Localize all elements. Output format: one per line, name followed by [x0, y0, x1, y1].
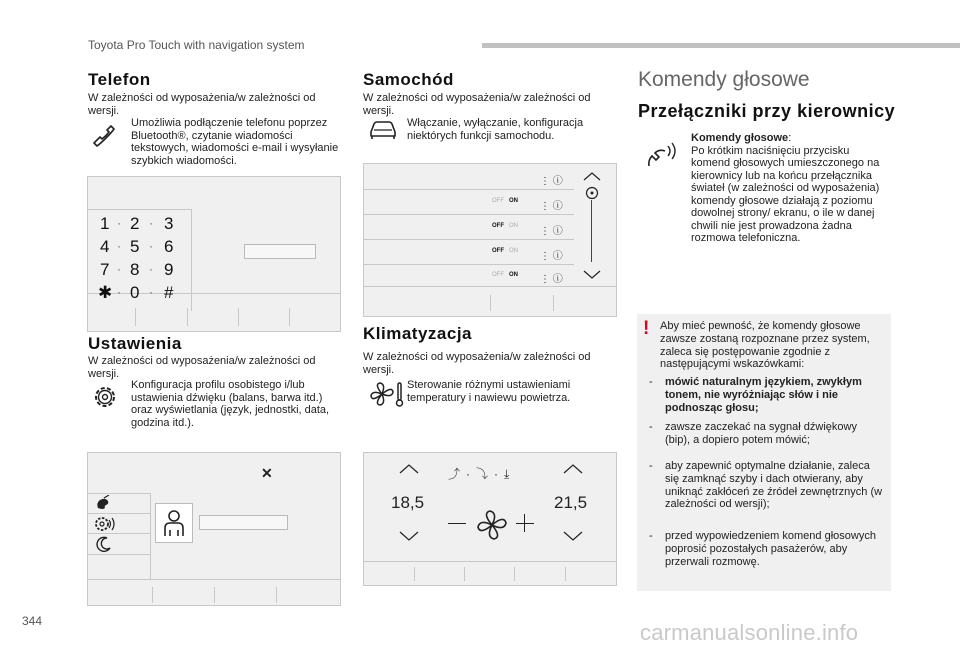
info-row-icon: ⋮ ⓘ: [540, 176, 563, 187]
keypad-key-7: 7: [100, 260, 110, 279]
warning-tip-3: - aby zapewnić optymalne działanie, zaleca się zamknąć szyby i dach otwierany, aby uniknąć zakłóceń ze źródeł zewnętrznych (w zależności od wersji);: [649, 460, 883, 511]
ustawienia-intro: W zależności od wyposażenia/w zależności od wersji.: [88, 355, 316, 380]
voice-command-icon: [646, 142, 680, 175]
climate-screen-illustration: [363, 452, 617, 586]
settings-gear-icon: [90, 382, 120, 417]
warning-tip-2: - zawsze zaczekać na sygnał dźwiękowy (bip), a dopiero potem mówić;: [649, 421, 889, 434]
komendy-label: Komendy głosowe: [691, 132, 789, 144]
telefon-title: Telefon: [88, 70, 151, 89]
komendy-desc: Po krótkim naciśnięciu przycisku komend głosowych umieszczonego na kierownicy lub na końcu przełącznika świateł (w zależności od wyposażenia) komendy głosowe działają z poziomu dowolnej strony/ ekranu, o ile w danej chwili nie jest prowadzona żadna rozmowa telefoniczna.: [691, 144, 880, 244]
keypad-key-6: 6: [164, 237, 174, 256]
watermark: carmanualsonline.info: [640, 620, 859, 645]
header-bar: [482, 43, 960, 48]
car-icon: [368, 118, 398, 145]
fan-speed-icon: [476, 509, 508, 546]
warning-tip-text: przed wypowiedzeniem komend głosowych poprosić pozostałych pasażerów, aby przerwali rozmowę.: [665, 530, 876, 568]
info-row-icon: ⋮ ⓘ: [540, 274, 563, 285]
close-x-icon: ✕: [261, 465, 273, 481]
profile-name-field: [199, 515, 288, 530]
info-row-icon: ⋮ ⓘ: [540, 226, 563, 237]
phone-screen-illustration: 1 · 2 · 3 4 · 5 · 6 7 · 8 · 9 ✱ · 0 · #: [87, 176, 341, 332]
right-temp-up-icon: [562, 461, 584, 479]
right-temperature: 21,5: [554, 493, 588, 512]
page-number: 344: [22, 614, 43, 628]
warning-intro: Aby mieć pewność, że komendy głosowe zawsze zostaną rozpoznane przez system, zaleca się postępowanie zgodnie z następującymi wskazówkami:: [660, 320, 870, 371]
warning-exclamation-icon: !: [643, 318, 650, 339]
moon-icon: [96, 536, 112, 557]
samochod-title: Samochód: [363, 70, 454, 89]
klimatyzacja-intro: W zależności od wyposażenia/w zależności od wersji.: [363, 351, 591, 376]
warning-box: [637, 314, 891, 591]
keypad-key-1: 1: [100, 214, 110, 233]
keypad-key-2: 2: [130, 214, 140, 233]
right-temp-down-icon: [562, 529, 584, 547]
ustawienia-desc: Konfiguracja profilu osobistego i/lub ustawienia dźwięku (balans, barwa itd.) oraz wyświetlania (język, jednostki, data, godzina itd.).: [131, 379, 330, 429]
left-temperature: 18,5: [391, 493, 425, 512]
info-row-icon: ⋮ ⓘ: [540, 201, 563, 212]
scroll-up-icon: [582, 168, 602, 186]
profile-tile: [155, 503, 193, 543]
warning-tip-text: aby zapewnić optymalne działanie, zaleca się zamknąć szyby i dach otwierany, aby uniknąć zakłóceń ze źródeł zewnętrznych (w zależności od wersji);: [665, 460, 883, 511]
telefon-desc: Umożliwia podłączenie telefonu poprzez Bluetooth®, czytanie wiadomości tekstowych, wiadomości e-mail i wysyłanie szybkich wiadomości.: [131, 117, 339, 167]
keypad-key-3: 3: [164, 214, 174, 233]
keypad-key-9: 9: [164, 260, 174, 279]
keypad-key-hash: #: [164, 283, 174, 302]
telefon-intro: W zależności od wyposażenia/w zależności od wersji.: [88, 92, 316, 117]
ustawienia-title: Ustawienia: [88, 334, 182, 353]
klimatyzacja-title: Klimatyzacja: [363, 324, 472, 343]
komendy-label-colon: :: [788, 132, 792, 144]
keypad-key-4: 4: [100, 237, 110, 256]
warning-tip-1: - mówić naturalnym językiem, zwykłym tonem, nie wyróżniając słów i nie podnosząc głosu;: [649, 376, 889, 389]
keypad-key-8: 8: [130, 260, 140, 279]
komendy-title: Komendy głosowe: [638, 68, 810, 91]
air-distribution-icons: ⤴·⤵·⤓: [448, 467, 516, 481]
keypad-key-0: 0: [130, 283, 140, 302]
left-temp-down-icon: [398, 529, 420, 547]
warning-tip-text: mówić naturalnym językiem, zwykłym tonem, nie wyróżniając słów i nie podnosząc głosu;: [665, 376, 862, 414]
keypad-key-5: 5: [130, 237, 140, 256]
palette-icon: [95, 495, 111, 516]
info-row-icon: ⋮ ⓘ: [540, 251, 563, 262]
samochod-desc: Włączanie, wyłączanie, konfiguracja niektórych funkcji samochodu.: [407, 117, 584, 142]
running-header: Toyota Pro Touch with navigation system: [88, 38, 305, 52]
settings-screen-illustration: [87, 452, 341, 606]
scroll-position-icon: [585, 186, 599, 205]
phone-number-field: [244, 244, 316, 259]
vehicle-screen-illustration: OFF ON OFF ON OFF ON OFF ON ⋮ ⓘ ⋮ ⓘ ⋮ ⓘ ⋮ ⓘ ⋮ ⓘ: [363, 163, 617, 317]
klimatyzacja-desc: Sterowanie różnymi ustawieniami temperatury i nawiewu powietrza.: [407, 379, 571, 404]
scroll-down-icon: [582, 267, 602, 285]
warning-tip-text: zawsze zaczekać na sygnał dźwiękowy (bip), a dopiero potem mówić;: [665, 421, 857, 446]
komendy-subtitle: Przełączniki przy kierownicy: [638, 101, 896, 121]
warning-tip-4: - przed wypowiedzeniem komend głosowych poprosić pozostałych pasażerów, aby przerwali rozmowę.: [649, 530, 889, 543]
phone-handset-icon: [88, 122, 118, 153]
samochod-intro: W zależności od wyposażenia/w zależności od wersji.: [363, 92, 591, 117]
keypad-key-star: ✱: [98, 283, 113, 302]
left-temp-up-icon: [398, 461, 420, 479]
audio-settings-icon: [94, 515, 116, 538]
climate-fan-thermometer-icon: [370, 380, 406, 413]
